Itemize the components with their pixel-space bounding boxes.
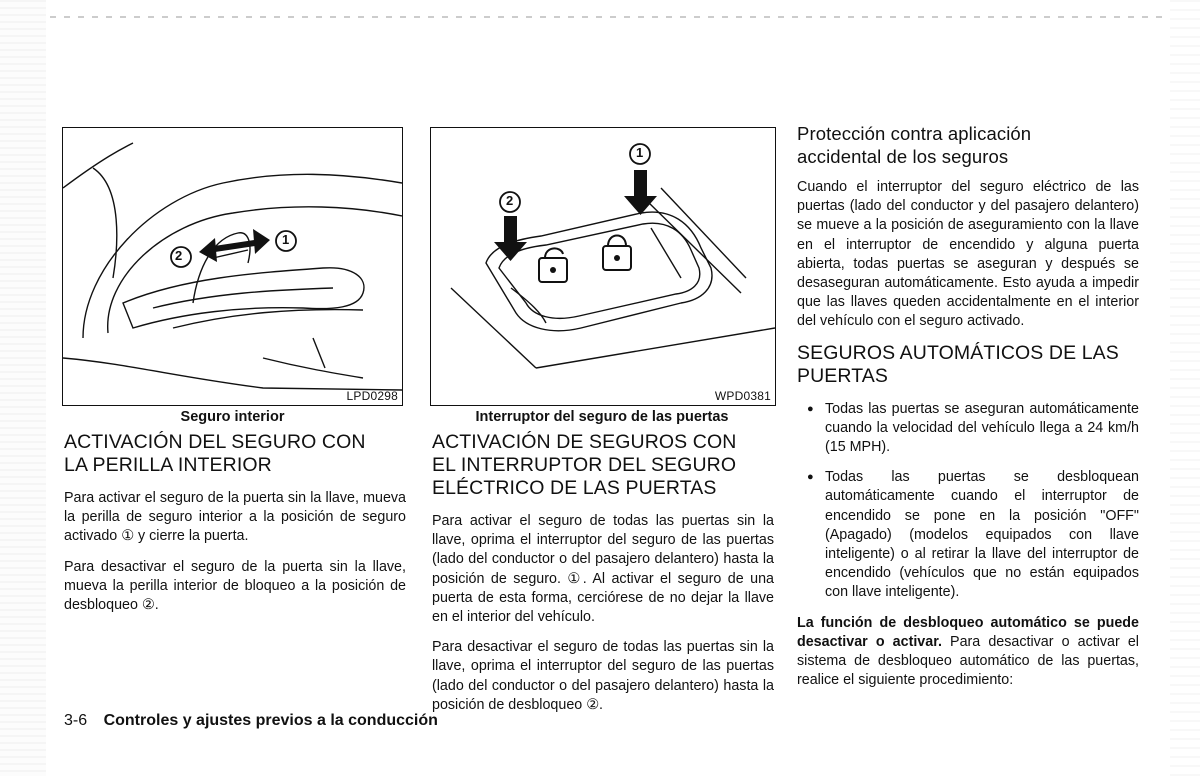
figure-label-2: 2 <box>175 248 183 263</box>
heading-line: PUERTAS <box>797 364 889 387</box>
figure-caption: Interruptor del seguro de las puertas <box>475 409 729 425</box>
column-left <box>64 431 406 615</box>
heading-line: SEGUROS AUTOMÁTICOS DE LAS <box>797 341 1119 364</box>
scan-edge-right <box>1170 0 1200 776</box>
paragraph: Para activar el seguro de todas las puertas sin la llave, oprima el interruptor del seguro de las puertas (lado del conductor o del pasajero delantero) hasta la posición de seguro. ①. Al activar el seguro de una puerta de esta forma, cerciórese de no dejar la llave en el interior del vehículo. <box>432 513 774 626</box>
scan-edge-left <box>0 0 46 776</box>
door-handle-illustration <box>63 128 402 405</box>
heading-line: EL INTERRUPTOR DEL SEGURO <box>432 454 737 476</box>
heading-line: accidental de los seguros <box>797 146 1009 167</box>
paragraph <box>797 614 1139 691</box>
figure-door-lock-switch <box>430 127 776 406</box>
page-number: 3-6 <box>64 712 88 729</box>
heading-line: ACTIVACIÓN DE SEGUROS CON <box>432 431 737 453</box>
heading-line: LA PERILLA INTERIOR <box>64 454 272 476</box>
section-heading <box>797 342 1139 388</box>
paragraph: Para desactivar el seguro de todas las puertas sin la llave, oprima el interruptor del seguro de las puertas (lado del conductor o del pasajero delantero) hasta la posición de desbloqueo ②. <box>432 639 774 713</box>
paragraph: Para desactivar el seguro de la puerta sin la llave, mueva la perilla interior de bloqueo a la posición de desbloqueo ②. <box>64 558 406 614</box>
page-footer <box>64 712 438 730</box>
figure-code: WPD0381 <box>714 389 771 403</box>
paragraph-rest: Para desactivar o activar el sistema de desbloqueo automático de las puertas, realice el siguiente procedimiento: <box>797 633 1139 689</box>
paragraph: Para activar el seguro de la puerta sin la llave, mueva la perilla de seguro interior a la posición de seguro activado ① y cierre la puerta. <box>64 490 406 545</box>
bullet-item: ● Todas las puertas se desbloquean automáticamente cuando el interruptor de encendido se pone en la posición "OFF" (Apagado) (modelos equipados con llave inteligente) o al retirar la llave del interruptor de encendido (vehículos que no están equipados con llave inteligente). <box>797 468 1139 602</box>
bullet-item: ● Todas las puertas se aseguran automáticamente cuando la velocidad del vehículo llega a 24 km/h (15 MPH). <box>797 400 1139 458</box>
column-right <box>797 122 1139 690</box>
heading-line: ACTIVACIÓN DEL SEGURO CON <box>64 431 366 453</box>
paragraph: Cuando el interruptor del seguro eléctrico de las puertas (lado del conductor y del pasajero delantero) se mueve a la posición de aseguramiento con la llave en el interruptor de encendido y alguna puerta abierta, todas puertas se aseguran y después se desaseguran automáticamente. Esto ayuda a impedir que las llaves queden accidentalmente en el interior del vehículo con el seguro activado. <box>797 179 1139 330</box>
figure-interior-lock <box>62 127 403 406</box>
figure-label-1: 1 <box>636 145 644 160</box>
bullet-list <box>797 400 1139 603</box>
subsection-heading <box>797 122 1139 168</box>
figure-label-1: 1 <box>282 232 290 247</box>
bold-lead: La función de desbloqueo automático se puede desactivar o activar. <box>797 614 1139 650</box>
column-middle <box>432 431 774 715</box>
figure-code: LPD0298 <box>346 389 398 403</box>
heading-line: Protección contra aplicación <box>797 123 1032 144</box>
switch-illustration <box>431 128 775 405</box>
section-heading <box>432 431 774 500</box>
figure-label-2: 2 <box>506 193 514 208</box>
scan-top-line <box>50 16 1170 18</box>
figure-caption: Seguro interior <box>180 409 285 425</box>
heading-line: ELÉCTRICO DE LAS PUERTAS <box>432 477 717 499</box>
chapter-title: Controles y ajustes previos a la conducción <box>103 712 438 729</box>
section-heading <box>64 431 406 477</box>
